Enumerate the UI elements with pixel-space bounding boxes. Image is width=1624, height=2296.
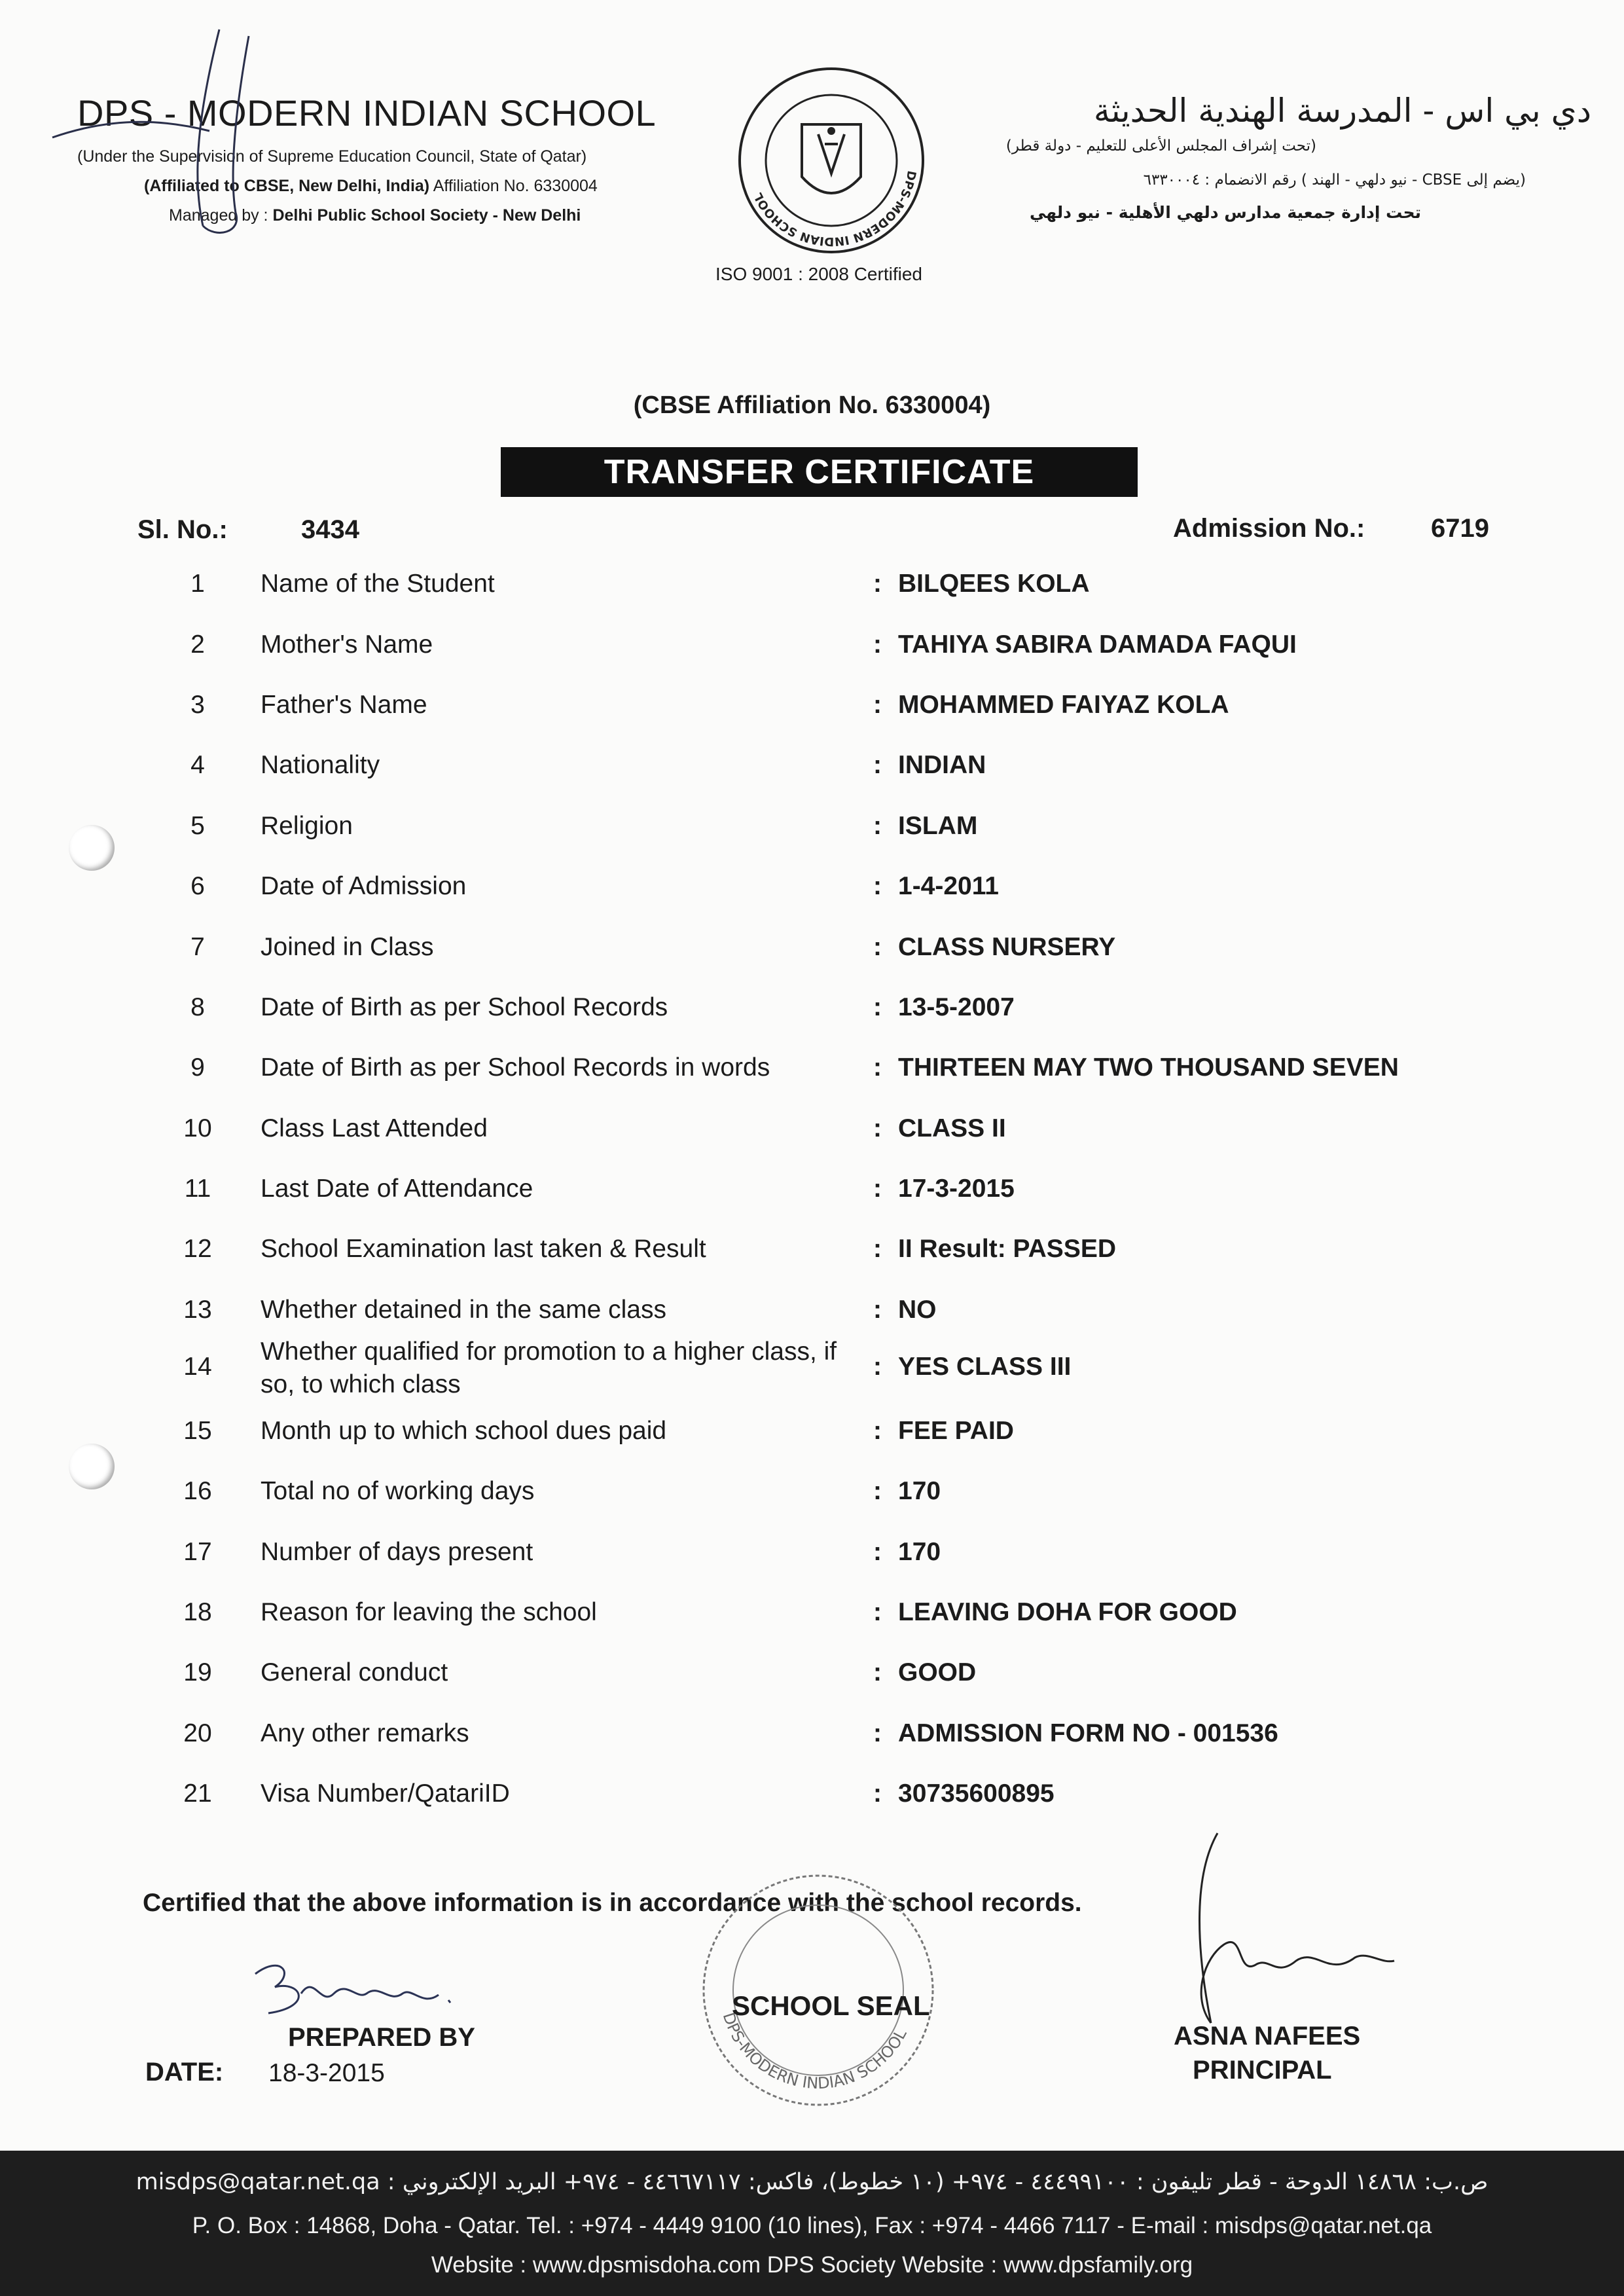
footer-arabic-address: ص.ب: ١٤٨٦٨ الدوحة - قطر تليفون : ٤٤٤٩٩١٠٠ - ٩٧٤+ (١٠ خطوط)، فاكس: ٤٤٦٦٧١١٧ - ٩٧٤+ البريد الإلكتروني : misdps@qatar.net.qa xyxy=(135,2169,1489,2195)
affiliation-number: Affiliation No. 6330004 xyxy=(429,177,598,195)
row-number: 16 xyxy=(183,1477,212,1505)
certificate-row xyxy=(0,558,1624,610)
row-separator: : xyxy=(873,1779,882,1808)
row-number: 12 xyxy=(183,1235,212,1263)
footer-websites: Website : www.dpsmisdoha.com DPS Society Website : www.dpsfamily.org xyxy=(431,2252,1193,2278)
principal-signature xyxy=(1172,1827,1407,2043)
row-separator: : xyxy=(873,993,882,1021)
arabic-school-name: دي بي اس - المدرسة الهندية الحديثة xyxy=(1093,92,1591,130)
row-value: 30735600895 xyxy=(898,1779,1055,1808)
certification-statement: Certified that the above information is in accordance with the school records. xyxy=(143,1889,1082,1917)
row-label: Mother's Name xyxy=(261,630,433,659)
certificate-row xyxy=(0,1223,1624,1275)
certificate-row xyxy=(0,800,1624,852)
admission-number-value: 6719 xyxy=(1431,514,1489,543)
row-separator: : xyxy=(873,1658,882,1686)
initial-signature-mark xyxy=(39,16,288,246)
row-value: CLASS NURSERY xyxy=(898,933,1116,961)
document-title: TRANSFER CERTIFICATE xyxy=(501,447,1138,497)
row-value: 13-5-2007 xyxy=(898,993,1015,1021)
row-value: MOHAMMED FAIYAZ KOLA xyxy=(898,691,1229,719)
arabic-supervision-line: (تحت إشراف المجلس الأعلى للتعليم - دولة قطر) xyxy=(1005,137,1316,155)
date-label: DATE: xyxy=(145,2058,224,2086)
certificate-row xyxy=(0,1586,1624,1639)
row-label: General conduct xyxy=(261,1658,448,1686)
row-label: Number of days present xyxy=(261,1538,533,1566)
row-label: Joined in Class xyxy=(261,933,434,961)
admission-number-label: Admission No.: xyxy=(1173,514,1365,543)
row-label: Date of Birth as per School Records in words xyxy=(261,1053,770,1082)
row-number: 4 xyxy=(190,751,205,779)
certificate-row xyxy=(0,1647,1624,1699)
row-number: 5 xyxy=(190,812,205,840)
managed-by-label: Managed by : xyxy=(169,206,273,225)
certificate-row xyxy=(0,1338,1624,1398)
certificate-row xyxy=(0,1707,1624,1760)
row-value: II Result: PASSED xyxy=(898,1235,1117,1263)
row-number: 21 xyxy=(183,1779,212,1808)
certificate-row xyxy=(0,1163,1624,1215)
serial-number-label: Sl. No.: xyxy=(137,515,228,544)
row-separator: : xyxy=(873,812,882,840)
row-separator: : xyxy=(873,1053,882,1082)
row-value: 17-3-2015 xyxy=(898,1175,1015,1203)
row-number: 10 xyxy=(183,1114,212,1142)
certificate-row xyxy=(0,1768,1624,1820)
certificate-row xyxy=(0,1465,1624,1518)
row-separator: : xyxy=(873,1538,882,1566)
row-separator: : xyxy=(873,691,882,719)
row-label: Religion xyxy=(261,812,353,840)
row-label: Class Last Attended xyxy=(261,1114,488,1142)
row-separator: : xyxy=(873,570,882,598)
row-label: Date of Birth as per School Records xyxy=(261,993,668,1021)
seal-ring-text: DPS-MODERN INDIAN SCHOOL xyxy=(719,2010,911,2093)
row-label: Last Date of Attendance xyxy=(261,1175,533,1203)
cbse-affiliation-heading: (CBSE Affiliation No. 6330004) xyxy=(633,392,991,419)
row-value: CLASS II xyxy=(898,1114,1006,1142)
punch-hole xyxy=(69,1444,115,1489)
row-number: 7 xyxy=(190,933,205,961)
row-value: ISLAM xyxy=(898,812,978,840)
row-label: Nationality xyxy=(261,751,380,779)
date-value: 18-3-2015 xyxy=(268,2059,385,2087)
row-number: 20 xyxy=(183,1719,212,1747)
school-logo-icon xyxy=(733,62,929,259)
row-label: Visa Number/QatariID xyxy=(261,1779,510,1808)
row-separator: : xyxy=(873,1175,882,1203)
row-number: 6 xyxy=(190,872,205,900)
school-name: DPS - MODERN INDIAN SCHOOL xyxy=(77,92,657,134)
certificate-row xyxy=(0,1284,1624,1336)
row-number: 13 xyxy=(183,1296,212,1324)
row-separator: : xyxy=(873,1235,882,1263)
row-separator: : xyxy=(873,872,882,900)
principal-name: ASNA NAFEES xyxy=(1174,2022,1361,2050)
certificate-row xyxy=(0,860,1624,913)
row-number: 14 xyxy=(183,1353,212,1381)
row-value: 1-4-2011 xyxy=(898,872,999,900)
row-number: 3 xyxy=(190,691,205,719)
row-label: Whether qualified for promotion to a higher class, if so, to which class xyxy=(261,1338,837,1398)
row-number: 11 xyxy=(184,1175,211,1203)
row-label: Reason for leaving the school xyxy=(261,1598,597,1626)
iso-certification: ISO 9001 : 2008 Certified xyxy=(715,264,922,284)
prepared-by-label: PREPARED BY xyxy=(288,2023,475,2052)
arabic-managed-by-line: تحت إدارة جمعية مدارس دلهي الأهلية - نيو دلهي xyxy=(1029,203,1421,222)
footer-contact-bar xyxy=(0,2151,1624,2296)
row-value: THIRTEEN MAY TWO THOUSAND SEVEN xyxy=(898,1053,1399,1082)
row-separator: : xyxy=(873,1353,882,1381)
footer-address: P. O. Box : 14868, Doha - Qatar. Tel. : +974 - 4449 9100 (10 lines), Fax : +974 - 4466 7117 - E-mail : misdps@qatar.net.qa xyxy=(192,2213,1432,2238)
row-number: 17 xyxy=(183,1538,212,1566)
row-value: ADMISSION FORM NO - 001536 xyxy=(898,1719,1278,1747)
row-value: GOOD xyxy=(898,1658,977,1686)
row-separator: : xyxy=(873,1477,882,1505)
row-separator: : xyxy=(873,751,882,779)
row-value: INDIAN xyxy=(898,751,986,779)
row-label: Month up to which school dues paid xyxy=(261,1417,667,1445)
row-value: 170 xyxy=(898,1477,941,1505)
row-value: 170 xyxy=(898,1538,941,1566)
row-label: Whether detained in the same class xyxy=(261,1296,667,1324)
row-label: Date of Admission xyxy=(261,872,467,900)
row-label: Total no of working days xyxy=(261,1477,535,1505)
principal-title: PRINCIPAL xyxy=(1193,2056,1332,2085)
row-value: LEAVING DOHA FOR GOOD xyxy=(898,1598,1237,1626)
managed-by-society: Delhi Public School Society - New Delhi xyxy=(272,206,581,225)
row-value: FEE PAID xyxy=(898,1417,1014,1445)
school-seal-label: SCHOOL SEAL xyxy=(732,1990,930,2021)
row-number: 9 xyxy=(190,1053,205,1082)
row-separator: : xyxy=(873,1296,882,1324)
supervision-line: (Under the Supervision of Supreme Education Council, State of Qatar) xyxy=(77,147,587,166)
row-separator: : xyxy=(873,1719,882,1747)
arabic-affiliation-line: (يضم إلى CBSE - نيو دلهي - الهند ) رقم الانضمام : ٦٣٣٠٠٠٤ xyxy=(1143,172,1526,189)
row-value: BILQEES KOLA xyxy=(898,570,1090,598)
certificate-row xyxy=(0,1526,1624,1578)
row-value: NO xyxy=(898,1296,937,1324)
row-separator: : xyxy=(873,630,882,659)
certificate-row xyxy=(0,981,1624,1034)
logo-ring-text: DPS-MODERN INDIAN SCHOOL xyxy=(751,169,919,249)
row-number: 1 xyxy=(190,570,205,598)
row-separator: : xyxy=(873,1114,882,1142)
certificate-row xyxy=(0,679,1624,731)
row-separator: : xyxy=(873,1598,882,1626)
row-value: YES CLASS III xyxy=(898,1353,1072,1381)
certificate-row xyxy=(0,619,1624,671)
certificate-row xyxy=(0,1102,1624,1155)
row-separator: : xyxy=(873,1417,882,1445)
row-number: 8 xyxy=(190,993,205,1021)
certificate-row xyxy=(0,739,1624,792)
certificate-row xyxy=(0,1042,1624,1094)
row-number: 18 xyxy=(183,1598,212,1626)
row-label: Father's Name xyxy=(261,691,427,719)
row-number: 15 xyxy=(183,1417,212,1445)
row-number: 19 xyxy=(183,1658,212,1686)
row-label: Any other remarks xyxy=(261,1719,469,1747)
row-label: Name of the Student xyxy=(261,570,495,598)
row-value: TAHIYA SABIRA DAMADA FAQUI xyxy=(898,630,1297,659)
row-label: School Examination last taken & Result xyxy=(261,1235,706,1263)
affiliation-bold: (Affiliated to CBSE, New Delhi, India) xyxy=(144,177,430,195)
serial-number-value: 3434 xyxy=(301,515,359,544)
punch-hole xyxy=(69,825,115,871)
certificate-row xyxy=(0,1405,1624,1457)
row-separator: : xyxy=(873,933,882,961)
prepared-by-signature xyxy=(242,1948,504,2026)
row-number: 2 xyxy=(190,630,205,659)
certificate-row xyxy=(0,921,1624,974)
